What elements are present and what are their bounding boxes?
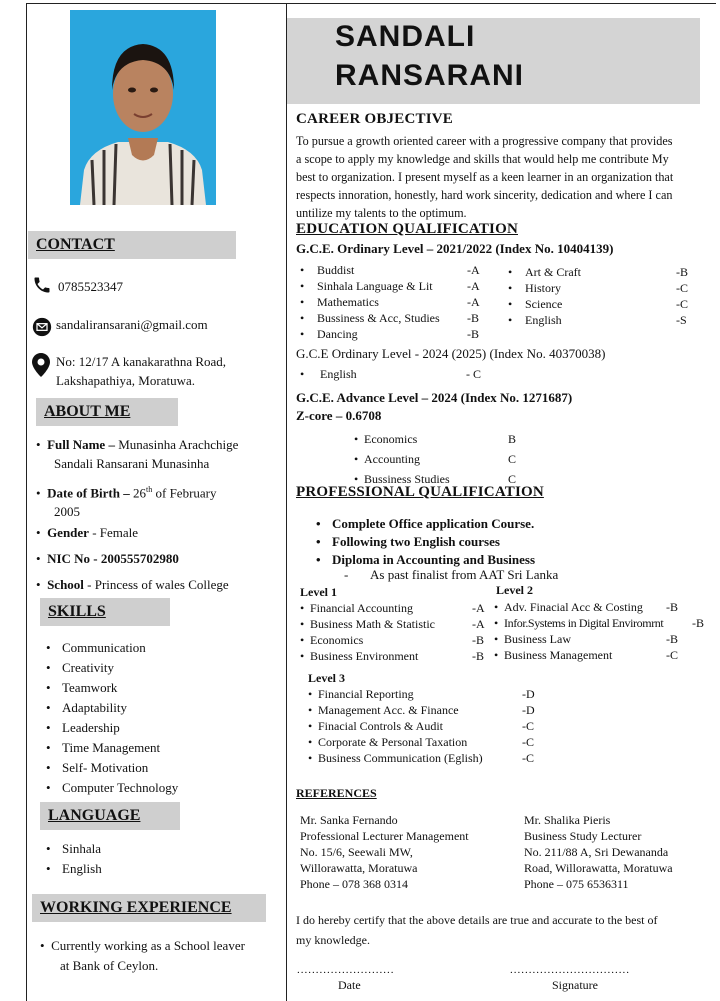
subject-row: • Financial Accounting -A bbox=[300, 601, 485, 615]
subject-grade: -A bbox=[472, 601, 485, 615]
subject-name: Business Management bbox=[504, 648, 613, 662]
location-pin-icon bbox=[32, 353, 50, 377]
subject-name: Financial Accounting bbox=[310, 601, 413, 615]
subject-grade: -A bbox=[467, 295, 480, 309]
bullet: • bbox=[36, 577, 41, 592]
subject-row: • Infor.Systems in Digital Enviromrnt -B bbox=[494, 616, 704, 630]
skill-item: • Computer Technology bbox=[40, 778, 178, 798]
subject-grade: -D bbox=[522, 703, 535, 717]
subject-name: Mathematics bbox=[317, 295, 379, 309]
subject-grade: -B bbox=[676, 265, 688, 279]
subject-row: • Business Communication (Eglish) -C bbox=[308, 751, 534, 765]
bullet: • bbox=[36, 485, 41, 501]
subject-row: • Business Math & Statistic -A bbox=[300, 617, 485, 631]
subject-row: • Science -C bbox=[508, 297, 688, 311]
subject-name: Business Environment bbox=[310, 649, 419, 663]
subject-name: Infor.Systems in Digital Enviromrnt bbox=[504, 616, 664, 630]
date-dotted-line: .......................... bbox=[297, 964, 395, 976]
subject-row: • Business Law -B bbox=[494, 632, 678, 646]
professional-item: • Diploma in Accounting and Business bbox=[310, 551, 535, 569]
name-last: RANSARANI bbox=[335, 59, 524, 92]
professional-title: PROFESSIONAL QUALIFICATION bbox=[296, 484, 544, 500]
contact-address-line1: No: 12/17 A kanakarathna Road, bbox=[56, 354, 227, 369]
subject-name: Bussiness & Acc, Studies bbox=[317, 311, 440, 325]
subject-grade: C bbox=[508, 472, 517, 486]
subject-grade: -C bbox=[676, 297, 688, 311]
subject-row: • Business Environment -B bbox=[300, 649, 484, 663]
bullet: • bbox=[36, 551, 41, 566]
contact-email[interactable]: sandaliransarani@gmail.com bbox=[56, 317, 208, 332]
language-item: • English bbox=[40, 859, 102, 879]
career-line: untilize my talents to the optimum. bbox=[296, 206, 467, 220]
subject-row: • Business Management -C bbox=[494, 648, 678, 662]
subject-row: • Sinhala Language & Lit -A bbox=[300, 279, 480, 293]
subject-row: • History -C bbox=[508, 281, 688, 295]
subject-row: • Economics -B bbox=[300, 633, 484, 647]
subject-name: English bbox=[525, 313, 562, 327]
subject-name: Bussiness Studies bbox=[364, 472, 450, 486]
subject-row: • Financial Reporting -D bbox=[308, 687, 535, 701]
subject-name: Business Law bbox=[504, 632, 571, 646]
subject-name: Art & Craft bbox=[525, 265, 581, 279]
nic-label: NIC No - 200555702980 bbox=[47, 551, 179, 566]
level2-list bbox=[494, 599, 708, 663]
skills-list bbox=[40, 638, 178, 798]
reference-1-line: Mr. Sanka Fernando bbox=[300, 813, 398, 827]
about-nic bbox=[36, 551, 179, 567]
career-paragraph bbox=[296, 132, 673, 222]
career-title: CAREER OBJECTIVE bbox=[296, 111, 453, 127]
full-name-value1: Munasinha Arachchige bbox=[118, 437, 239, 452]
al-title: G.C.E. Advance Level – 2024 (Index No. 1271687) bbox=[296, 390, 573, 405]
reference-2-line: Phone – 075 6536311 bbox=[524, 877, 629, 891]
subject-name: Sinhala Language & Lit bbox=[317, 279, 433, 293]
subject-name: Dancing bbox=[317, 327, 358, 341]
phone-icon bbox=[32, 275, 52, 295]
subject-name: Economics bbox=[310, 633, 364, 647]
gender-label: Gender bbox=[47, 525, 89, 540]
work-line2: at Bank of Ceylon. bbox=[60, 958, 159, 973]
career-line: respects innoration, honestly, hard work sincerity, dedication and where I can bbox=[296, 188, 673, 202]
subject-row: • Buddist -A bbox=[300, 263, 480, 277]
subject-grade: -B bbox=[467, 311, 479, 325]
zscore: Z-core – 0.6708 bbox=[296, 408, 382, 423]
skill-item: • Creativity bbox=[40, 658, 178, 678]
bullet: • bbox=[40, 938, 45, 953]
frame-left-line bbox=[26, 3, 27, 1001]
column-divider bbox=[286, 3, 287, 1001]
about-dob bbox=[36, 480, 217, 521]
subject-row: • Accounting C bbox=[354, 449, 534, 469]
subject-name: Economics bbox=[364, 432, 418, 446]
dob-rest: of February bbox=[155, 485, 217, 501]
about-gender bbox=[36, 525, 138, 541]
work-heading: WORKING EXPERIENCE bbox=[32, 894, 266, 922]
language-heading: LANGUAGE bbox=[40, 802, 180, 830]
reference-1-line: Willorawatta, Moratuwa bbox=[300, 861, 418, 875]
ol1-left-list bbox=[300, 262, 490, 342]
subject-grade: -C bbox=[522, 735, 534, 749]
career-line: best to organization. I present myself as a keen learner in an organization that bbox=[296, 170, 674, 184]
subject-row: • Mathematics -A bbox=[300, 295, 480, 309]
subject-grade: -A bbox=[467, 263, 480, 277]
contact-phone[interactable]: 0785523347 bbox=[58, 279, 123, 294]
about-full-name bbox=[36, 435, 238, 473]
reference-1 bbox=[300, 812, 469, 892]
subject-grade: -C bbox=[522, 751, 534, 765]
skill-item: • Communication bbox=[40, 638, 178, 658]
dob-label: Date of Birth – bbox=[47, 485, 130, 501]
subject-name: Financial Reporting bbox=[318, 687, 414, 701]
subject-row: • Management Acc. & Finance -D bbox=[308, 703, 535, 717]
subject-row: • Art & Craft -B bbox=[508, 265, 688, 279]
skill-item: • Time Management bbox=[40, 738, 178, 758]
al-subjects bbox=[354, 429, 534, 489]
professional-list bbox=[310, 515, 535, 569]
certify-line2: my knowledge. bbox=[296, 933, 370, 947]
subject-name: Business Communication (Eglish) bbox=[318, 751, 483, 765]
subject-row: • Adv. Finacial Acc & Costing -B bbox=[494, 600, 678, 614]
subject-row: • Economics B bbox=[354, 429, 534, 449]
professional-item: • Complete Office application Course. bbox=[310, 515, 535, 533]
bullet: • bbox=[36, 525, 41, 540]
reference-1-line: No. 15/6, Seewali MW, bbox=[300, 845, 413, 859]
subject-name: Adv. Finacial Acc & Costing bbox=[504, 600, 643, 614]
reference-1-line: Phone – 078 368 0314 bbox=[300, 877, 408, 891]
career-line: a scope to apply my knowledge and skills that would help me contribute My bbox=[296, 152, 669, 166]
about-school bbox=[36, 577, 229, 593]
education-title: EDUCATION QUALIFICATION bbox=[296, 221, 518, 237]
subject-name: Finacial Controls & Audit bbox=[318, 719, 443, 733]
subject-grade: -C bbox=[676, 281, 688, 295]
reference-2 bbox=[524, 812, 673, 892]
subject-grade: C bbox=[508, 452, 517, 466]
subject-row: • Bussiness & Acc, Studies -B bbox=[300, 311, 479, 325]
subject-name: Science bbox=[525, 297, 563, 311]
signature-dotted-line: ................................ bbox=[510, 964, 630, 976]
subject-name: Management Acc. & Finance bbox=[318, 703, 459, 717]
subject-grade: -B bbox=[692, 616, 704, 630]
subject-name: Buddist bbox=[317, 263, 355, 277]
skill-item: • Adaptability bbox=[40, 698, 178, 718]
skill-item: • Leadership bbox=[40, 718, 178, 738]
gender-value: - Female bbox=[88, 525, 139, 540]
level1-title: Level 1 bbox=[300, 585, 337, 599]
dob-year: 2005 bbox=[54, 504, 80, 520]
dob-sup: th bbox=[146, 485, 153, 494]
subject-name: Business Math & Statistic bbox=[310, 617, 436, 631]
subject-name: English bbox=[320, 367, 357, 381]
email-icon bbox=[32, 317, 52, 337]
skill-item: • Self- Motivation bbox=[40, 758, 178, 778]
reference-2-line: Business Study Lecturer bbox=[524, 829, 642, 843]
subject-grade: -D bbox=[522, 687, 535, 701]
school-value: - Princess of wales College bbox=[83, 577, 229, 592]
ol2-title: G.C.E Ordinary Level - 2024 (2025) (Index No. 40370038) bbox=[296, 346, 606, 361]
subject-grade: -C bbox=[666, 648, 678, 662]
reference-1-line: Professional Lecturer Management bbox=[300, 829, 469, 843]
subject-grade: -C bbox=[522, 719, 534, 733]
subject-grade: B bbox=[508, 432, 517, 446]
language-item: • Sinhala bbox=[40, 839, 102, 859]
signature-label: Signature bbox=[552, 978, 598, 992]
work-line1: Currently working as a School leaver bbox=[51, 938, 245, 953]
subject-grade: -B bbox=[666, 632, 678, 646]
subject-grade: -A bbox=[472, 617, 485, 631]
subject-name: History bbox=[525, 281, 561, 295]
contact-address-line2: Lakshapathiya, Moratuwa. bbox=[56, 373, 195, 388]
subject-grade: -S bbox=[676, 313, 687, 327]
references-title: REFERENCES bbox=[296, 786, 377, 800]
level1-list bbox=[300, 600, 490, 664]
subject-grade: -B bbox=[472, 649, 484, 663]
reference-2-line: Mr. Shalika Pieris bbox=[524, 813, 611, 827]
certify-line1: I do hereby certify that the above details are true and accurate to the best of bbox=[296, 913, 658, 927]
dob-day: 26 bbox=[133, 485, 146, 501]
skill-item: • Teamwork bbox=[40, 678, 178, 698]
frame-top-line bbox=[26, 3, 716, 4]
ol2-row: • English - C bbox=[300, 367, 481, 381]
subject-row: • Dancing -B bbox=[300, 327, 479, 341]
school-label: School bbox=[47, 577, 84, 592]
bullet: • bbox=[36, 437, 41, 452]
certify-statement bbox=[296, 910, 658, 950]
subject-name: Accounting bbox=[364, 452, 420, 466]
subject-row: • Finacial Controls & Audit -C bbox=[308, 719, 534, 733]
subject-grade: -B bbox=[472, 633, 484, 647]
full-name-value2: Sandali Ransarani Munasinha bbox=[54, 456, 210, 471]
professional-sub-dash: - bbox=[344, 567, 349, 582]
subject-grade: - C bbox=[466, 367, 481, 381]
skills-heading: SKILLS bbox=[40, 598, 170, 626]
subject-name: Corporate & Personal Taxation bbox=[318, 735, 468, 749]
career-line: To pursue a growth oriented career with a progressive company that provides bbox=[296, 134, 673, 148]
professional-item: • Following two English courses bbox=[310, 533, 535, 551]
name-first: SANDALI bbox=[335, 20, 476, 53]
language-list bbox=[40, 839, 102, 879]
subject-row: • English -S bbox=[508, 313, 687, 327]
professional-sub-item: As past finalist from AAT Sri Lanka bbox=[370, 567, 559, 582]
subject-row: • Bussiness Studies C bbox=[354, 469, 534, 489]
level3-list bbox=[308, 686, 548, 766]
subject-grade: -B bbox=[666, 600, 678, 614]
about-heading: ABOUT ME bbox=[36, 398, 178, 426]
level2-title: Level 2 bbox=[496, 583, 533, 597]
subject-grade: -B bbox=[467, 327, 479, 341]
ol1-title: G.C.E. Ordinary Level – 2021/2022 (Index No. 10404139) bbox=[296, 241, 614, 256]
date-label: Date bbox=[338, 978, 361, 992]
reference-2-line: No. 211/88 A, Sri Dewananda bbox=[524, 845, 669, 859]
level3-title: Level 3 bbox=[308, 671, 345, 685]
full-name-label: Full Name – bbox=[47, 437, 115, 452]
work-entry bbox=[40, 936, 245, 976]
reference-2-line: Road, Willorawatta, Moratuwa bbox=[524, 861, 673, 875]
ol1-right-list bbox=[508, 264, 693, 328]
subject-row: • Corporate & Personal Taxation -C bbox=[308, 735, 534, 749]
subject-grade: -A bbox=[467, 279, 480, 293]
contact-heading: CONTACT bbox=[28, 231, 236, 259]
profile-photo bbox=[70, 10, 216, 205]
